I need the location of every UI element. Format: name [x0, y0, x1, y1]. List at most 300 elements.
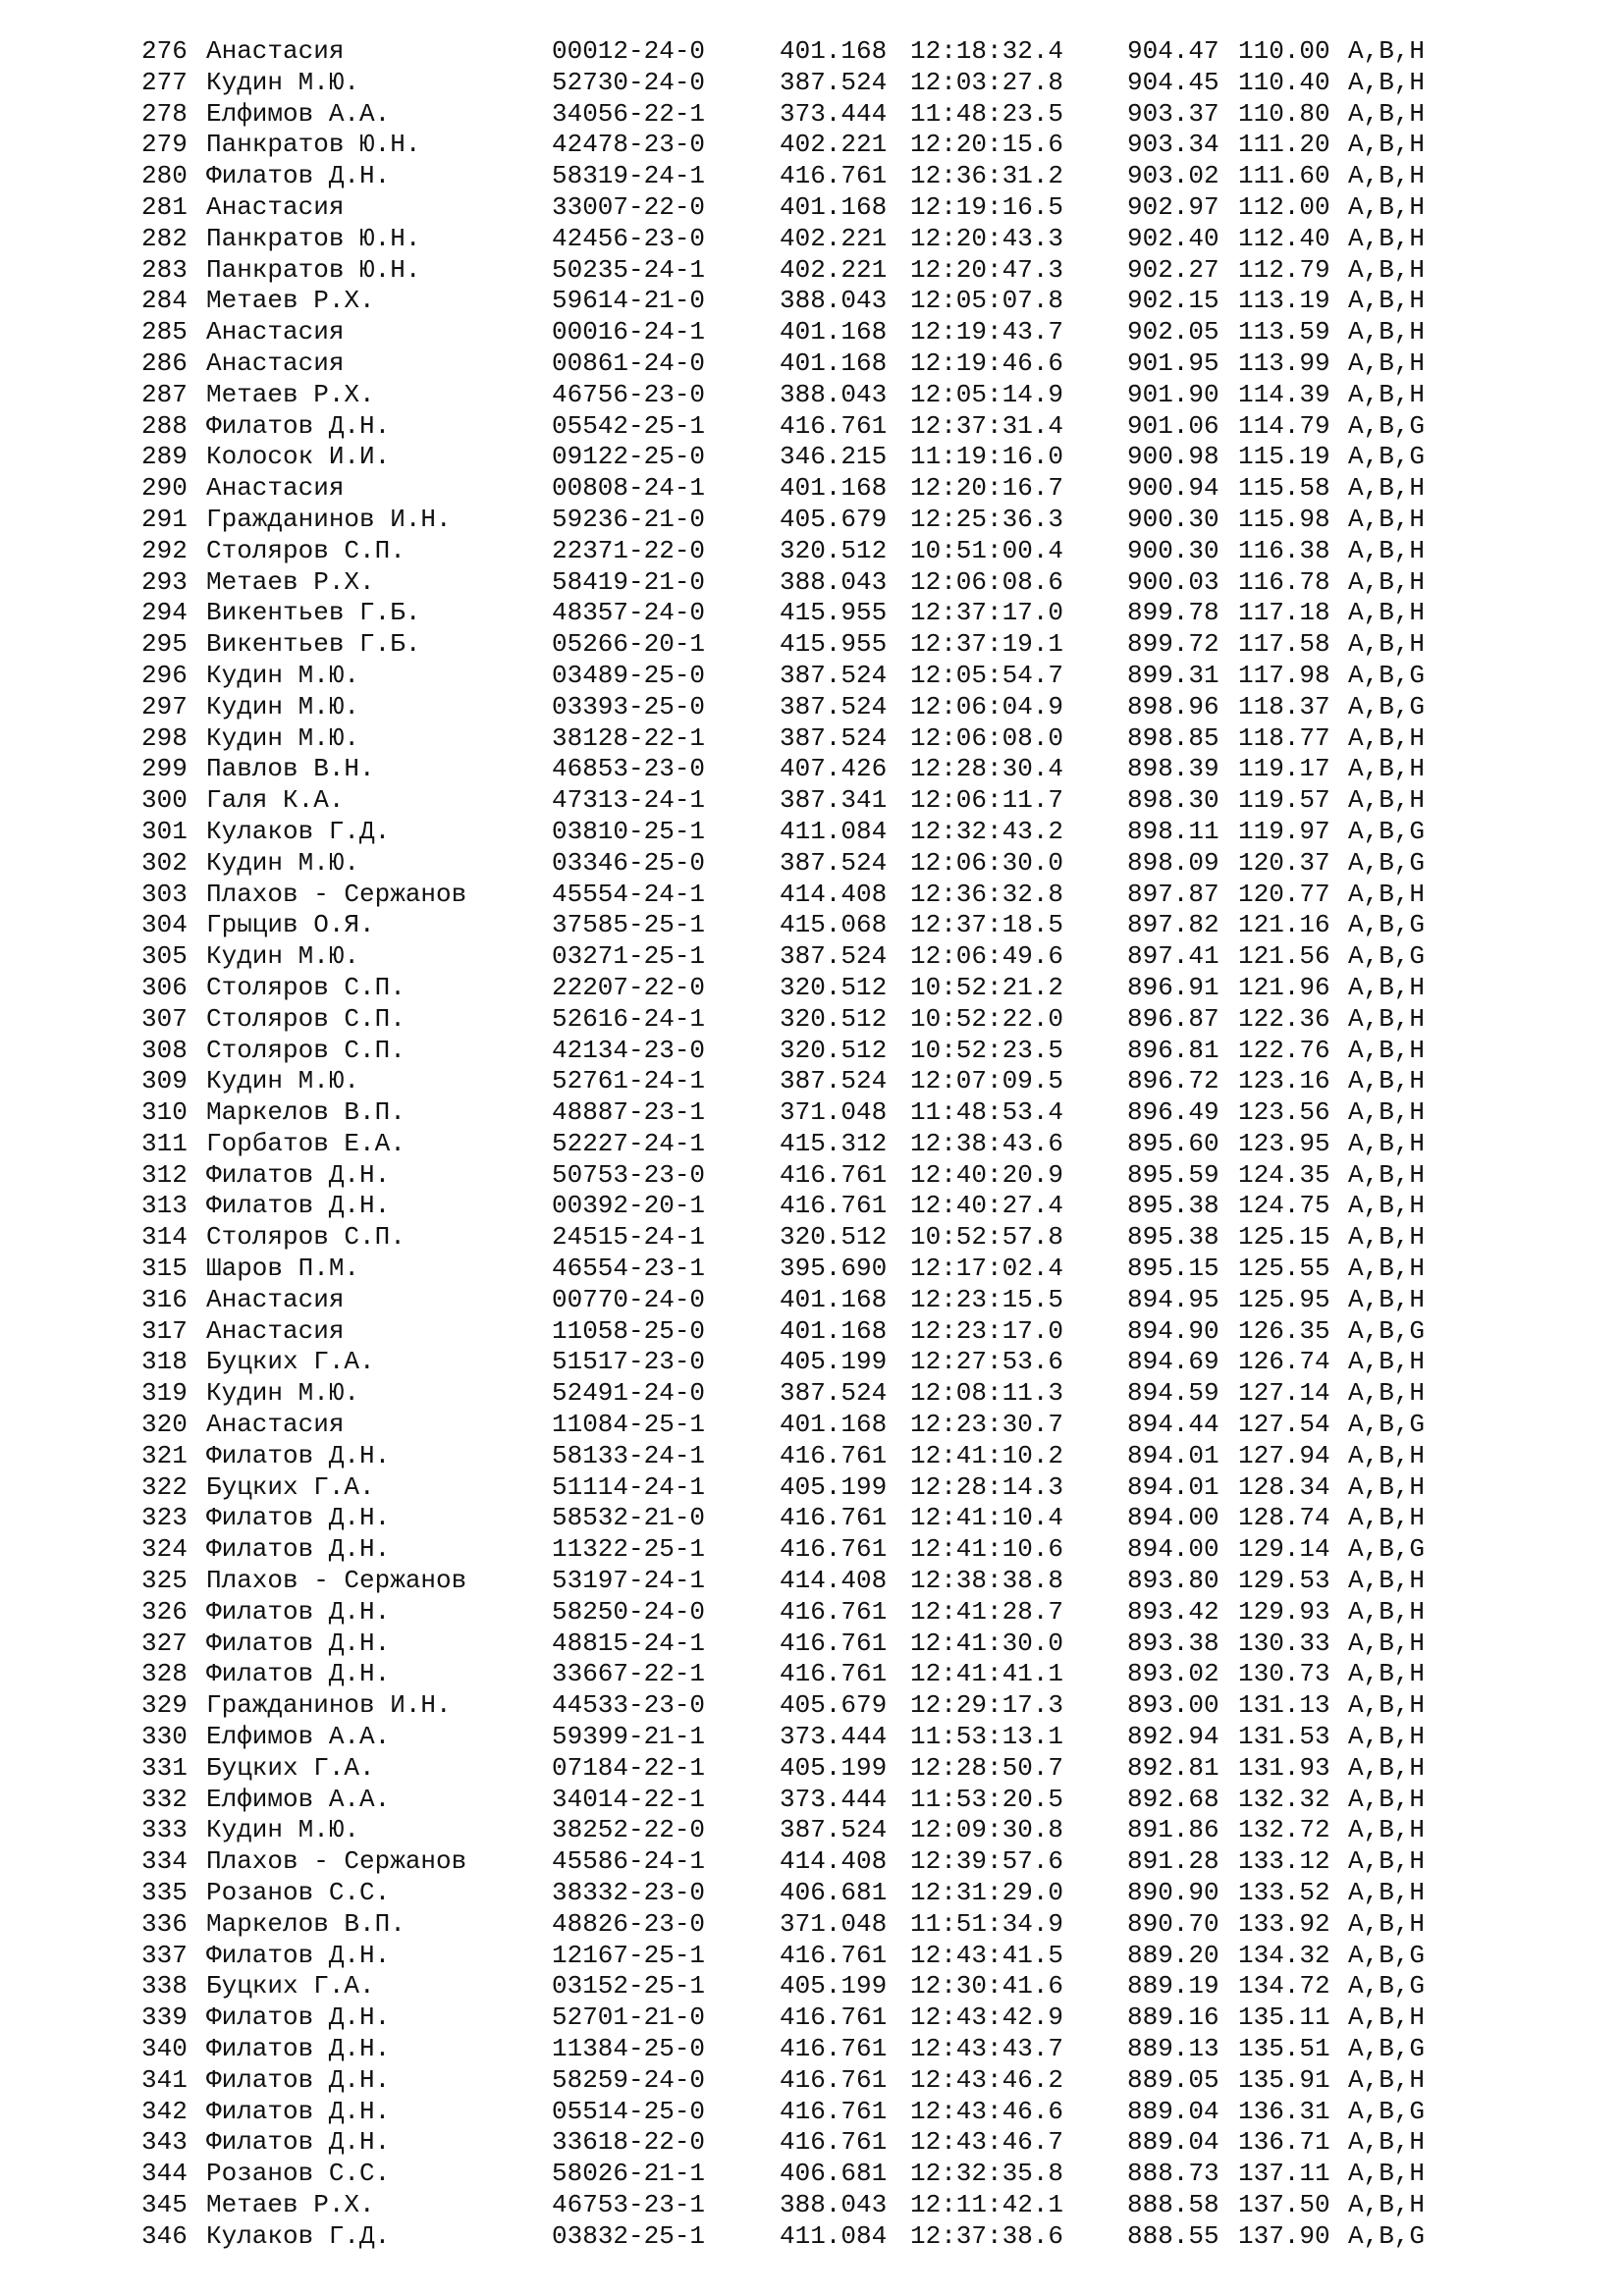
distance: 401.168: [780, 191, 888, 222]
speed: 902.15: [1127, 286, 1219, 316]
owner-name: Анастасия: [206, 473, 345, 504]
speed: 889.16: [1127, 2002, 1219, 2033]
table-row: [141, 380, 1516, 411]
table-row: [141, 68, 1516, 99]
owner-name: Панкратов Ю.Н.: [206, 223, 421, 253]
ring-number: 52227-24-1: [552, 1128, 706, 1158]
coefficient: 131.53: [1238, 1722, 1330, 1752]
category: A,B,H: [1348, 566, 1426, 597]
coefficient: 124.75: [1238, 1191, 1330, 1221]
distance: 320.512: [780, 535, 888, 565]
speed: 889.05: [1127, 2064, 1219, 2095]
speed: 904.45: [1127, 67, 1219, 97]
category: A,B,H: [1348, 1690, 1426, 1721]
coefficient: 121.56: [1238, 941, 1330, 972]
category: A,B,H: [1348, 1752, 1426, 1783]
row-number: 294: [141, 598, 188, 628]
row-number: 330: [141, 1722, 188, 1752]
table-row: [141, 1971, 1516, 2002]
distance: 387.524: [780, 660, 888, 690]
distance: 405.199: [780, 1971, 888, 2002]
category: A,B,H: [1348, 1035, 1426, 1065]
row-number: 298: [141, 722, 188, 753]
category: A,B,H: [1348, 473, 1426, 504]
table-row: [141, 1815, 1516, 1846]
category: A,B,H: [1348, 1097, 1426, 1128]
owner-name: Розанов С.С.: [206, 2159, 391, 2189]
category: A,B,H: [1348, 2064, 1426, 2095]
owner-name: Анастасия: [206, 347, 345, 378]
ring-number: 58319-24-1: [552, 161, 706, 191]
coefficient: 132.72: [1238, 1815, 1330, 1845]
coefficient: 123.56: [1238, 1097, 1330, 1128]
coefficient: 117.98: [1238, 660, 1330, 690]
row-number: 317: [141, 1315, 188, 1346]
row-number: 303: [141, 879, 188, 909]
speed: 900.03: [1127, 566, 1219, 597]
table-row: [141, 567, 1516, 599]
distance: 401.168: [780, 36, 888, 66]
row-number: 315: [141, 1254, 188, 1284]
row-number: 325: [141, 1566, 188, 1596]
category: A,B,G: [1348, 910, 1426, 940]
row-number: 333: [141, 1815, 188, 1845]
owner-name: Елфимов А.А.: [206, 1784, 391, 1814]
table-row: [141, 1659, 1516, 1690]
distance: 415.312: [780, 1128, 888, 1158]
ring-number: 52491-24-0: [552, 1378, 706, 1409]
arrival-time: 12:23:30.7: [910, 1410, 1064, 1440]
distance: 346.215: [780, 442, 888, 472]
arrival-time: 12:06:04.9: [910, 691, 1064, 721]
table-row: [141, 1191, 1516, 1222]
table-row: [141, 1846, 1516, 1878]
table-row: [141, 723, 1516, 755]
coefficient: 113.99: [1238, 347, 1330, 378]
category: A,B,H: [1348, 879, 1426, 909]
speed: 898.30: [1127, 785, 1219, 816]
coefficient: 112.79: [1238, 254, 1330, 285]
ring-number: 52730-24-0: [552, 67, 706, 97]
table-row: [141, 973, 1516, 1004]
speed: 898.11: [1127, 816, 1219, 846]
distance: 402.221: [780, 130, 888, 160]
category: A,B,H: [1348, 754, 1426, 784]
distance: 387.524: [780, 722, 888, 753]
ring-number: 45586-24-1: [552, 1846, 706, 1877]
distance: 373.444: [780, 98, 888, 129]
distance: 406.681: [780, 2159, 888, 2189]
table-row: [141, 941, 1516, 973]
owner-name: Маркелов В.П.: [206, 1908, 406, 1939]
owner-name: Грыцив О.Я.: [206, 910, 375, 940]
ring-number: 38128-22-1: [552, 722, 706, 753]
owner-name: Кудин М.Ю.: [206, 660, 360, 690]
row-number: 309: [141, 1066, 188, 1096]
category: A,B,H: [1348, 504, 1426, 534]
owner-name: Филатов Д.Н.: [206, 1159, 391, 1190]
speed: 894.90: [1127, 1315, 1219, 1346]
arrival-time: 10:52:23.5: [910, 1035, 1064, 1065]
arrival-time: 12:27:53.6: [910, 1347, 1064, 1377]
arrival-time: 12:11:42.1: [910, 2189, 1064, 2219]
distance: 405.679: [780, 504, 888, 534]
distance: 406.681: [780, 1878, 888, 1908]
arrival-time: 12:23:15.5: [910, 1284, 1064, 1314]
owner-name: Викентьев Г.Б.: [206, 598, 421, 628]
table-row: [141, 1722, 1516, 1753]
row-number: 341: [141, 2064, 188, 2095]
category: A,B,H: [1348, 67, 1426, 97]
table-row: [141, 1222, 1516, 1254]
category: A,B,H: [1348, 1471, 1426, 1502]
speed: 893.38: [1127, 1628, 1219, 1658]
row-number: 276: [141, 36, 188, 66]
owner-name: Гражданинов И.Н.: [206, 1690, 452, 1721]
ring-number: 00770-24-0: [552, 1284, 706, 1314]
ring-number: 11384-25-0: [552, 2034, 706, 2063]
owner-name: Столяров С.П.: [206, 535, 406, 565]
owner-name: Плахов - Сержанов: [206, 1846, 467, 1877]
row-number: 279: [141, 130, 188, 160]
coefficient: 118.37: [1238, 691, 1330, 721]
category: A,B,H: [1348, 223, 1426, 253]
distance: 387.524: [780, 941, 888, 972]
table-row: [141, 1597, 1516, 1629]
row-number: 284: [141, 286, 188, 316]
category: A,B,H: [1348, 379, 1426, 409]
row-number: 306: [141, 972, 188, 1002]
table-row: [141, 255, 1516, 287]
ring-number: 38332-23-0: [552, 1878, 706, 1908]
table-row: [141, 754, 1516, 785]
speed: 898.09: [1127, 847, 1219, 878]
distance: 387.524: [780, 1066, 888, 1096]
speed: 902.27: [1127, 254, 1219, 285]
speed: 895.38: [1127, 1222, 1219, 1253]
speed: 889.19: [1127, 1971, 1219, 2002]
speed: 894.95: [1127, 1284, 1219, 1314]
ring-number: 42456-23-0: [552, 223, 706, 253]
distance: 387.524: [780, 67, 888, 97]
distance: 405.199: [780, 1347, 888, 1377]
coefficient: 137.90: [1238, 2220, 1330, 2251]
ring-number: 00016-24-1: [552, 317, 706, 347]
row-number: 336: [141, 1908, 188, 1939]
category: A,B,G: [1348, 941, 1426, 972]
owner-name: Буцких Г.А.: [206, 1971, 375, 2002]
coefficient: 110.80: [1238, 98, 1330, 129]
distance: 416.761: [780, 1534, 888, 1565]
category: A,B,H: [1348, 1815, 1426, 1845]
arrival-time: 12:43:46.2: [910, 2064, 1064, 2095]
owner-name: Метаев Р.Х.: [206, 286, 375, 316]
ring-number: 34014-22-1: [552, 1784, 706, 1814]
ring-number: 03271-25-1: [552, 941, 706, 972]
category: A,B,H: [1348, 722, 1426, 753]
speed: 896.49: [1127, 1097, 1219, 1128]
table-row: [141, 1629, 1516, 1660]
category: A,B,H: [1348, 1191, 1426, 1221]
distance: 401.168: [780, 347, 888, 378]
speed: 898.96: [1127, 691, 1219, 721]
owner-name: Кудин М.Ю.: [206, 1066, 360, 1096]
ring-number: 05266-20-1: [552, 629, 706, 660]
row-number: 281: [141, 191, 188, 222]
distance: 388.043: [780, 2189, 888, 2219]
coefficient: 115.58: [1238, 473, 1330, 504]
ring-number: 00012-24-0: [552, 36, 706, 66]
ring-number: 47313-24-1: [552, 785, 706, 816]
arrival-time: 12:19:46.6: [910, 347, 1064, 378]
speed: 899.31: [1127, 660, 1219, 690]
row-number: 292: [141, 535, 188, 565]
table-row: [141, 1285, 1516, 1316]
coefficient: 120.37: [1238, 847, 1330, 878]
distance: 387.524: [780, 847, 888, 878]
coefficient: 118.77: [1238, 722, 1330, 753]
table-row: [141, 505, 1516, 536]
category: A,B,H: [1348, 535, 1426, 565]
owner-name: Анастасия: [206, 1284, 345, 1314]
table-row: [141, 536, 1516, 567]
table-row: [141, 1410, 1516, 1441]
table-row: [141, 1753, 1516, 1785]
coefficient: 113.19: [1238, 286, 1330, 316]
coefficient: 129.93: [1238, 1596, 1330, 1627]
owner-name: Плахов - Сержанов: [206, 1566, 467, 1596]
row-number: 311: [141, 1128, 188, 1158]
coefficient: 114.79: [1238, 410, 1330, 441]
table-row: [141, 1441, 1516, 1472]
distance: 416.761: [780, 161, 888, 191]
row-number: 344: [141, 2159, 188, 2189]
speed: 900.94: [1127, 473, 1219, 504]
distance: 388.043: [780, 379, 888, 409]
table-row: [141, 192, 1516, 224]
speed: 891.28: [1127, 1846, 1219, 1877]
arrival-time: 10:52:57.8: [910, 1222, 1064, 1253]
coefficient: 127.94: [1238, 1440, 1330, 1470]
distance: 320.512: [780, 972, 888, 1002]
coefficient: 110.00: [1238, 36, 1330, 66]
row-number: 305: [141, 941, 188, 972]
ring-number: 52761-24-1: [552, 1066, 706, 1096]
owner-name: Филатов Д.Н.: [206, 2002, 391, 2033]
category: A,B,G: [1348, 691, 1426, 721]
arrival-time: 11:51:34.9: [910, 1908, 1064, 1939]
category: A,B,G: [1348, 410, 1426, 441]
row-number: 293: [141, 566, 188, 597]
owner-name: Столяров С.П.: [206, 1035, 406, 1065]
speed: 895.60: [1127, 1128, 1219, 1158]
category: A,B,H: [1348, 1254, 1426, 1284]
coefficient: 127.14: [1238, 1378, 1330, 1409]
arrival-time: 12:43:43.7: [910, 2034, 1064, 2063]
table-row: [141, 1254, 1516, 1285]
table-row: [141, 473, 1516, 505]
speed: 896.81: [1127, 1035, 1219, 1065]
speed: 895.15: [1127, 1254, 1219, 1284]
ring-number: 50753-23-0: [552, 1159, 706, 1190]
speed: 893.00: [1127, 1690, 1219, 1721]
table-row: [141, 2190, 1516, 2221]
distance: 416.761: [780, 1440, 888, 1470]
coefficient: 129.53: [1238, 1566, 1330, 1596]
category: A,B,G: [1348, 816, 1426, 846]
distance: 401.168: [780, 317, 888, 347]
category: A,B,H: [1348, 2189, 1426, 2219]
table-row: [141, 785, 1516, 817]
coefficient: 127.54: [1238, 1410, 1330, 1440]
arrival-time: 10:52:22.0: [910, 1003, 1064, 1034]
coefficient: 128.34: [1238, 1471, 1330, 1502]
distance: 320.512: [780, 1003, 888, 1034]
arrival-time: 12:06:08.0: [910, 722, 1064, 753]
speed: 898.85: [1127, 722, 1219, 753]
distance: 416.761: [780, 1659, 888, 1689]
ring-number: 45554-24-1: [552, 879, 706, 909]
table-row: [141, 629, 1516, 661]
arrival-time: 12:20:16.7: [910, 473, 1064, 504]
owner-name: Метаев Р.Х.: [206, 566, 375, 597]
row-number: 327: [141, 1628, 188, 1658]
owner-name: Кулаков Г.Д.: [206, 2220, 391, 2251]
arrival-time: 12:41:41.1: [910, 1659, 1064, 1689]
speed: 889.04: [1127, 2127, 1219, 2158]
table-row: [141, 286, 1516, 317]
coefficient: 122.36: [1238, 1003, 1330, 1034]
arrival-time: 12:38:43.6: [910, 1128, 1064, 1158]
category: A,B,H: [1348, 98, 1426, 129]
owner-name: Филатов Д.Н.: [206, 1940, 391, 1970]
arrival-time: 12:41:10.6: [910, 1534, 1064, 1565]
coefficient: 111.20: [1238, 130, 1330, 160]
ring-number: 51517-23-0: [552, 1347, 706, 1377]
ring-number: 58133-24-1: [552, 1440, 706, 1470]
coefficient: 134.72: [1238, 1971, 1330, 2002]
arrival-time: 11:48:53.4: [910, 1097, 1064, 1128]
arrival-time: 12:40:27.4: [910, 1191, 1064, 1221]
owner-name: Филатов Д.Н.: [206, 1534, 391, 1565]
category: A,B,H: [1348, 286, 1426, 316]
ring-number: 12167-25-1: [552, 1940, 706, 1970]
speed: 900.30: [1127, 504, 1219, 534]
speed: 903.02: [1127, 161, 1219, 191]
row-number: 291: [141, 504, 188, 534]
coefficient: 119.57: [1238, 785, 1330, 816]
speed: 902.05: [1127, 317, 1219, 347]
arrival-time: 10:52:21.2: [910, 972, 1064, 1002]
arrival-time: 12:06:30.0: [910, 847, 1064, 878]
category: A,B,H: [1348, 1503, 1426, 1533]
speed: 903.37: [1127, 98, 1219, 129]
coefficient: 122.76: [1238, 1035, 1330, 1065]
ring-number: 03489-25-0: [552, 660, 706, 690]
category: A,B,H: [1348, 317, 1426, 347]
coefficient: 117.58: [1238, 629, 1330, 660]
table-row: [141, 2034, 1516, 2065]
owner-name: Кудин М.Ю.: [206, 722, 360, 753]
ring-number: 59614-21-0: [552, 286, 706, 316]
speed: 897.87: [1127, 879, 1219, 909]
speed: 888.73: [1127, 2159, 1219, 2189]
row-number: 307: [141, 1003, 188, 1034]
coefficient: 120.77: [1238, 879, 1330, 909]
ring-number: 53197-24-1: [552, 1566, 706, 1596]
row-number: 316: [141, 1284, 188, 1314]
row-number: 322: [141, 1471, 188, 1502]
category: A,B,H: [1348, 1566, 1426, 1596]
ring-number: 22207-22-0: [552, 972, 706, 1002]
speed: 904.47: [1127, 36, 1219, 66]
arrival-time: 12:37:38.6: [910, 2220, 1064, 2251]
speed: 893.80: [1127, 1566, 1219, 1596]
ring-number: 52616-24-1: [552, 1003, 706, 1034]
ring-number: 48815-24-1: [552, 1628, 706, 1658]
owner-name: Розанов С.С.: [206, 1878, 391, 1908]
speed: 893.42: [1127, 1596, 1219, 1627]
coefficient: 131.13: [1238, 1690, 1330, 1721]
table-row: [141, 1036, 1516, 1067]
owner-name: Буцких Г.А.: [206, 1471, 375, 1502]
coefficient: 125.95: [1238, 1284, 1330, 1314]
arrival-time: 12:09:30.8: [910, 1815, 1064, 1845]
distance: 416.761: [780, 1159, 888, 1190]
ring-number: 46554-23-1: [552, 1254, 706, 1284]
category: A,B,G: [1348, 1971, 1426, 2002]
category: A,B,H: [1348, 2127, 1426, 2158]
table-row: [141, 1566, 1516, 1597]
ring-number: 05514-25-0: [552, 2096, 706, 2126]
category: A,B,H: [1348, 1003, 1426, 1034]
owner-name: Кулаков Г.Д.: [206, 816, 391, 846]
speed: 894.01: [1127, 1440, 1219, 1470]
speed: 896.91: [1127, 972, 1219, 1002]
row-number: 277: [141, 67, 188, 97]
owner-name: Маркелов В.П.: [206, 1097, 406, 1128]
ring-number: 46756-23-0: [552, 379, 706, 409]
ring-number: 44533-23-0: [552, 1690, 706, 1721]
speed: 900.30: [1127, 535, 1219, 565]
ring-number: 42134-23-0: [552, 1035, 706, 1065]
category: A,B,H: [1348, 1440, 1426, 1470]
table-row: [141, 1347, 1516, 1378]
speed: 895.59: [1127, 1159, 1219, 1190]
owner-name: Кудин М.Ю.: [206, 1815, 360, 1845]
category: A,B,G: [1348, 1410, 1426, 1440]
category: A,B,H: [1348, 2002, 1426, 2033]
coefficient: 136.31: [1238, 2096, 1330, 2126]
owner-name: Буцких Г.А.: [206, 1347, 375, 1377]
arrival-time: 12:41:30.0: [910, 1628, 1064, 1658]
row-number: 312: [141, 1159, 188, 1190]
row-number: 332: [141, 1784, 188, 1814]
category: A,B,G: [1348, 2096, 1426, 2126]
arrival-time: 12:06:11.7: [910, 785, 1064, 816]
coefficient: 115.19: [1238, 442, 1330, 472]
coefficient: 126.74: [1238, 1347, 1330, 1377]
distance: 405.199: [780, 1752, 888, 1783]
owner-name: Елфимов А.А.: [206, 1722, 391, 1752]
ring-number: 22371-22-0: [552, 535, 706, 565]
speed: 901.90: [1127, 379, 1219, 409]
table-row: [141, 2159, 1516, 2190]
distance: 405.199: [780, 1471, 888, 1502]
speed: 902.97: [1127, 191, 1219, 222]
distance: 414.408: [780, 1566, 888, 1596]
owner-name: Метаев Р.Х.: [206, 2189, 375, 2219]
